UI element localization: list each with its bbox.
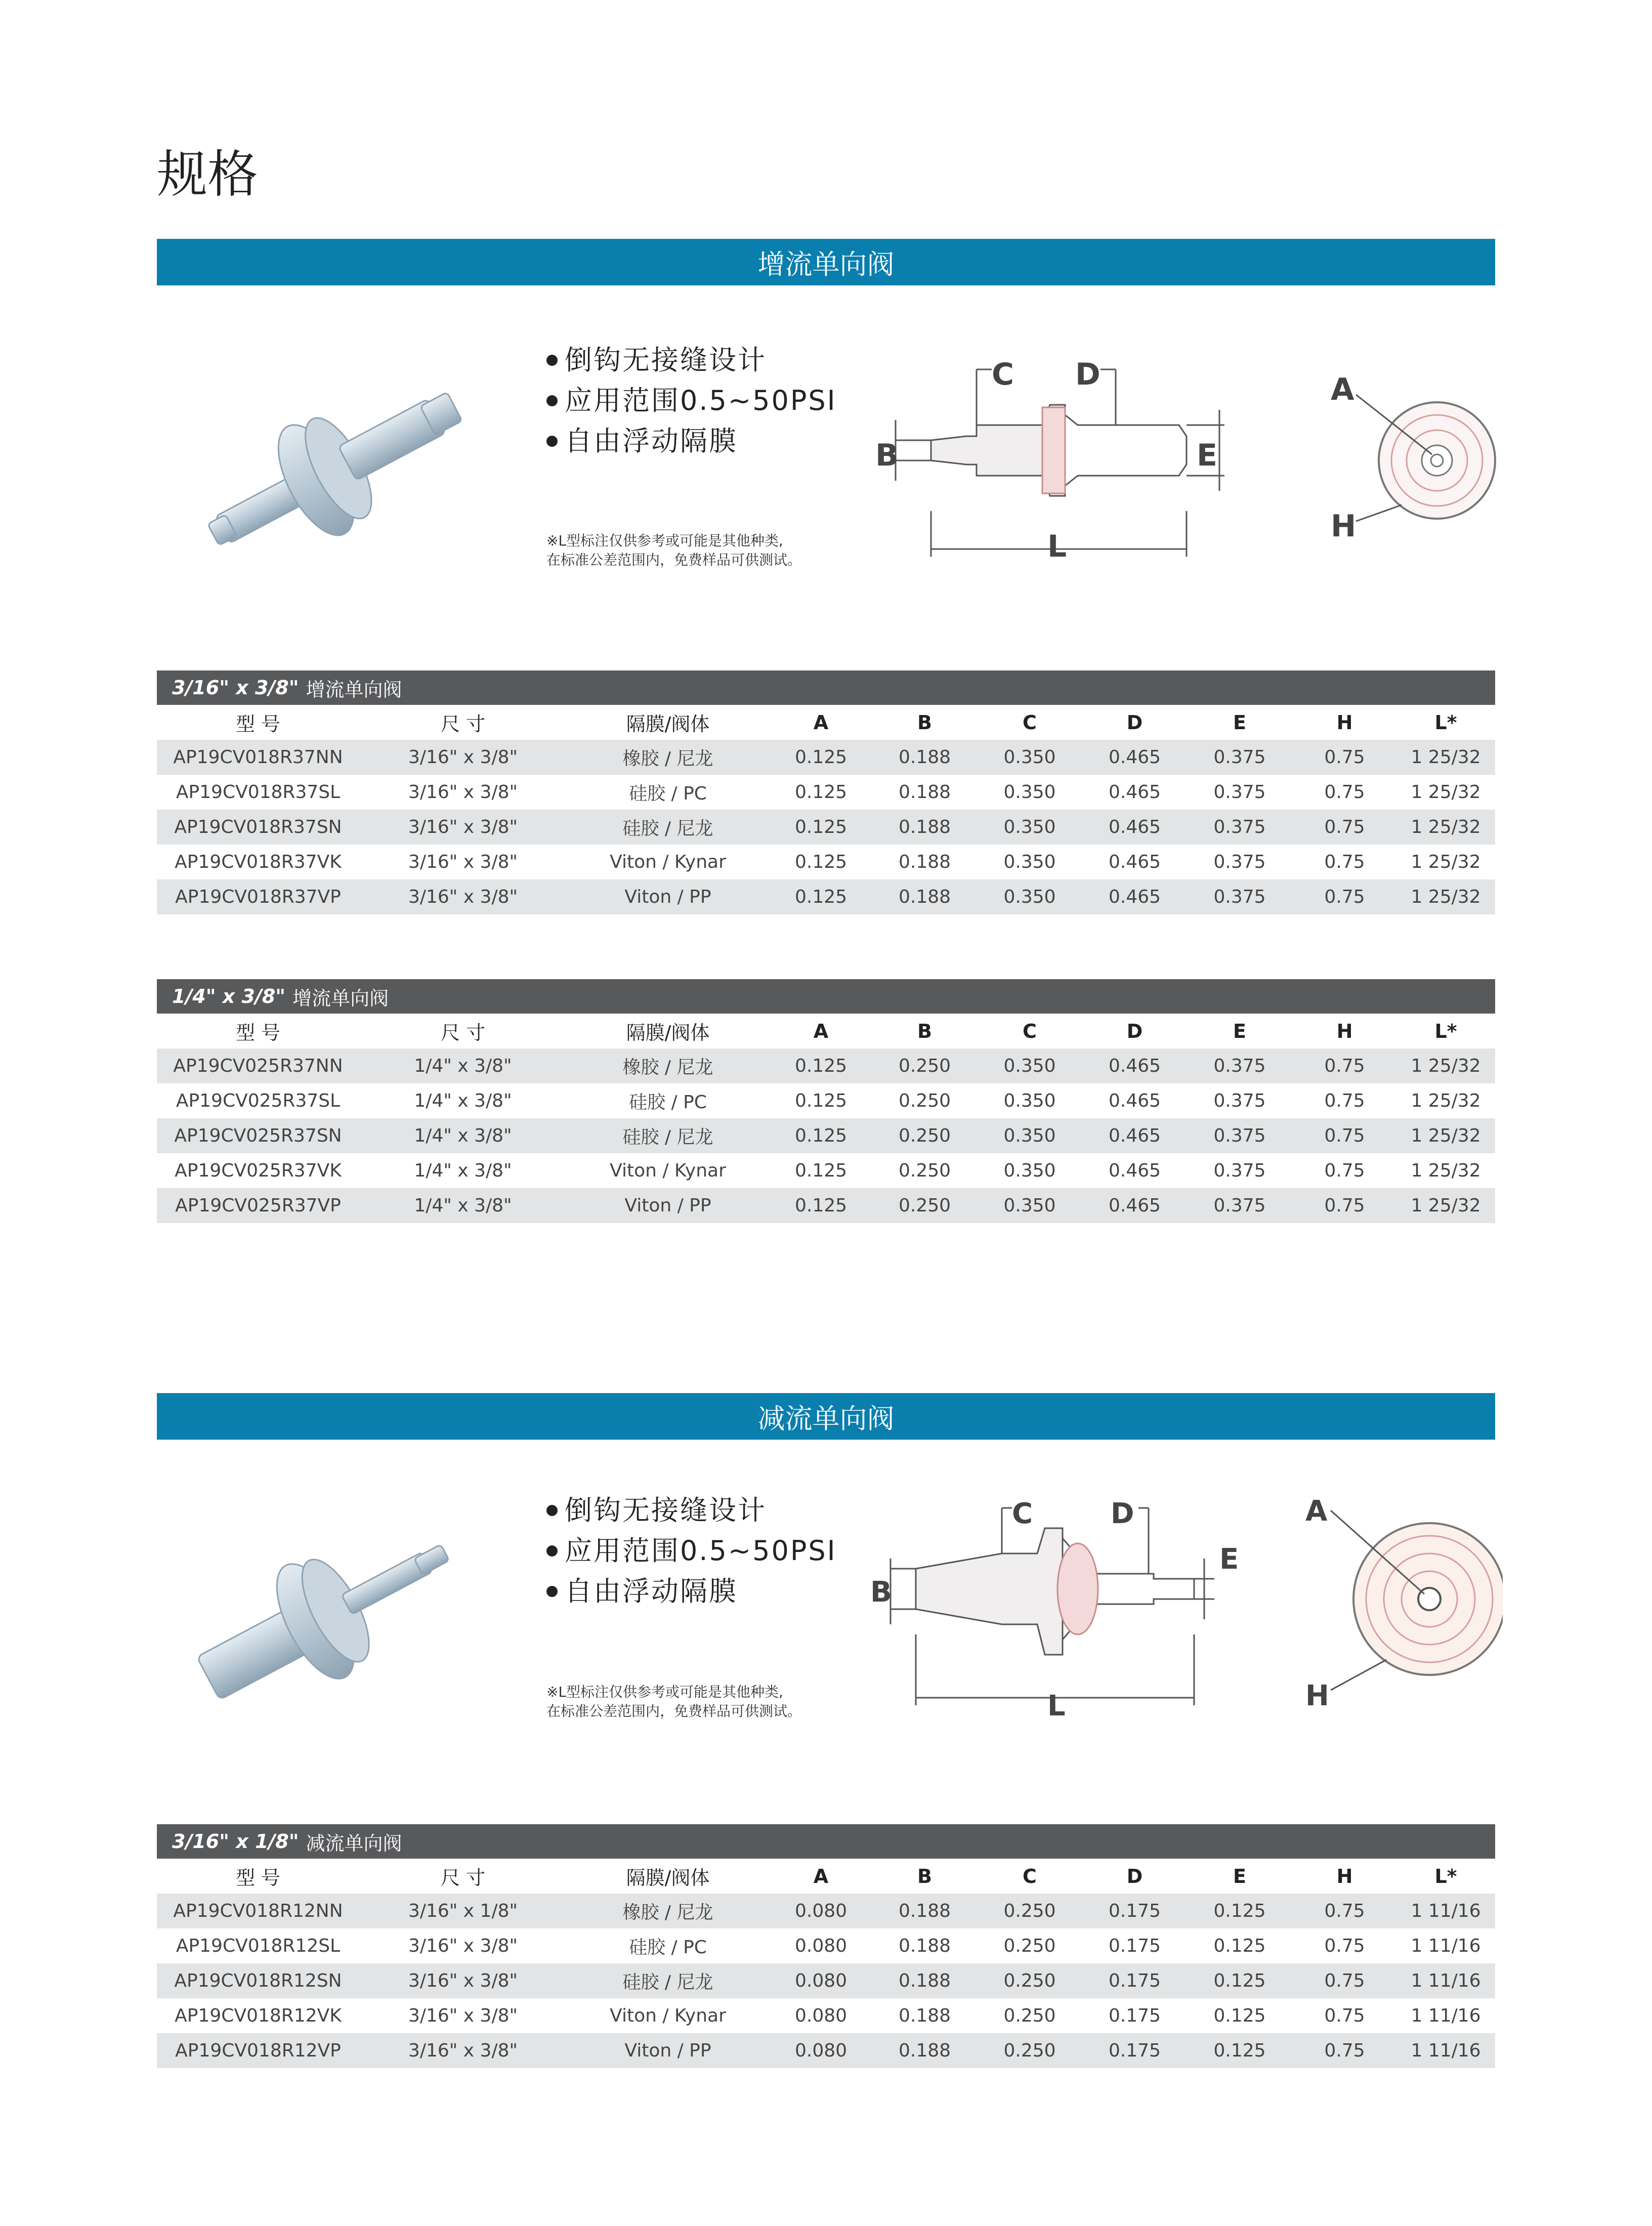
col-header: 尺 寸 [440, 713, 486, 735]
table-cell: 1 11/16 [1396, 1963, 1495, 1998]
col-header: 隔膜/阀体 [626, 1867, 710, 1889]
table-cell: 0.75 [1324, 782, 1365, 803]
bullet-icon [546, 1505, 558, 1516]
table-cell: 3/16" x 3/8" [359, 1963, 567, 1998]
table-cell: 1 25/32 [1396, 1118, 1495, 1153]
table-cell: 3/16" x 3/8" [408, 2005, 518, 2026]
table-cell: Viton / Kynar [610, 2005, 726, 2026]
bullet-icon [546, 1545, 558, 1557]
table-cell: 1 25/32 [1396, 810, 1495, 845]
dim-label-l: L [1047, 529, 1067, 564]
table-cell: 3/16" x 3/8" [359, 740, 567, 775]
table-caption [157, 979, 1495, 1014]
table-cell: 0.75 [1293, 1188, 1396, 1223]
bullet-icon [546, 436, 558, 447]
table-caption-title: 增流单向阀 [292, 987, 389, 1010]
check-valve-product-image [187, 385, 481, 557]
col-header: C [1023, 1020, 1037, 1042]
table-cell: Viton / Kynar [610, 852, 726, 872]
table-cell: 0.188 [898, 852, 951, 872]
table-row [157, 2033, 1495, 2068]
table-cell: 0.465 [1108, 1090, 1161, 1111]
table-cell: AP19CV025R37NN [157, 1048, 359, 1083]
table-cell: 0.350 [977, 740, 1083, 775]
table-cell: 0.75 [1293, 1894, 1396, 1928]
table-cell: 0.350 [977, 1048, 1083, 1083]
col-header: L* [1434, 711, 1457, 734]
col-header: D [1126, 1020, 1143, 1042]
table-cell: 0.350 [977, 1188, 1083, 1223]
dimension-drawing-end-view [1300, 1493, 1503, 1715]
feature-item [546, 1571, 837, 1612]
table-cell: AP19CV018R12SL [176, 1936, 341, 1956]
feature-item [546, 421, 837, 461]
col-header: 型 号 [235, 1022, 281, 1044]
table-cell: 0.188 [873, 2033, 977, 2068]
col-header: A [813, 1020, 829, 1042]
table-cell: 0.080 [769, 1894, 873, 1928]
table-caption [157, 1824, 1495, 1859]
table-cell: 0.175 [1083, 2033, 1187, 2068]
dim-label-b: B [870, 1576, 892, 1609]
table-cell: 硅胶 / 尼龙 [567, 810, 769, 845]
col-header: 型 号 [235, 1867, 281, 1889]
table-cell: 橡胶 / 尼龙 [567, 1048, 769, 1083]
table-cell: 0.250 [898, 1160, 951, 1181]
table-cell: 0.350 [1003, 1160, 1056, 1181]
table-cell: 1 11/16 [1411, 2005, 1481, 2026]
table-cell: 0.125 [769, 810, 873, 845]
table-cell: 1/4" x 3/8" [414, 1090, 512, 1111]
col-header: A [813, 711, 829, 734]
table-cell: 硅胶 / PC [629, 1937, 707, 1958]
table-cell: 0.75 [1293, 740, 1396, 775]
dim-label-c: C [1012, 1497, 1033, 1530]
table-cell: 3/16" x 3/8" [359, 810, 567, 845]
table-body [157, 1048, 1495, 1223]
table-cell: 0.175 [1083, 1894, 1187, 1928]
table-cell: 0.375 [1187, 1118, 1293, 1153]
table-cell: 1 25/32 [1411, 1090, 1481, 1111]
table-cell: 硅胶 / PC [629, 783, 707, 804]
col-header: L* [1434, 1020, 1457, 1042]
table-cell: 0.250 [898, 1090, 951, 1111]
dimension-drawing-end-view [1326, 369, 1498, 552]
table-cell: 0.125 [769, 740, 873, 775]
table-cell: 0.125 [1187, 1894, 1293, 1928]
table-cell: 1 25/32 [1396, 1188, 1495, 1223]
table-cell: 0.250 [977, 1894, 1083, 1928]
table-cell: 0.465 [1083, 810, 1187, 845]
table-header-row [157, 1859, 1495, 1894]
dim-label-e: E [1197, 438, 1217, 473]
table-cell: 0.125 [1187, 2033, 1293, 2068]
dim-label-d: D [1111, 1497, 1134, 1530]
col-header: E [1233, 711, 1246, 734]
feature-list [546, 340, 837, 461]
table-cell: 0.350 [1003, 1090, 1056, 1111]
col-header: H [1336, 711, 1353, 734]
table-cell: 0.75 [1293, 1963, 1396, 1998]
table-row [157, 740, 1495, 775]
table-cell: 0.250 [1003, 2005, 1056, 2026]
feature-text: 自由浮动隔膜 [565, 425, 738, 457]
table-cell: 硅胶 / 尼龙 [567, 1963, 769, 1998]
col-header: 尺 寸 [440, 1867, 486, 1889]
table-cell: 0.350 [977, 879, 1083, 914]
table-cell: 0.75 [1324, 2005, 1365, 2026]
dim-label-b: B [875, 438, 899, 473]
table-cell: AP19CV018R37SN [157, 810, 359, 845]
dim-label-a: A [1305, 1495, 1328, 1528]
table-cell: AP19CV018R12VP [157, 2033, 359, 2068]
table-header-row [157, 1014, 1495, 1048]
table-cell: 0.375 [1213, 1090, 1266, 1111]
feature-item [546, 1490, 837, 1531]
table-cell: 3/16" x 3/8" [408, 1936, 518, 1956]
table-cell: 0.350 [977, 1118, 1083, 1153]
footnote-line: 在标准公差范围内，免费样品可供测试。 [546, 1703, 802, 1719]
table-cell: 0.250 [1003, 1936, 1056, 1956]
col-header: B [917, 1020, 932, 1042]
spec-table [157, 1859, 1495, 2068]
table-cell: 0.75 [1324, 1936, 1365, 1956]
table-cell: Viton / PP [567, 879, 769, 914]
table-cell: 0.125 [769, 879, 873, 914]
table-caption-title: 增流单向阀 [306, 678, 402, 701]
bullet-icon [546, 1586, 558, 1597]
table-cell: AP19CV018R12VK [175, 2005, 342, 2026]
feature-item [546, 340, 837, 381]
table-cell: 0.080 [794, 2005, 848, 2026]
col-header: H [1336, 1865, 1353, 1887]
table-cell: 1 25/32 [1411, 852, 1481, 872]
feature-text: 应用范围0.5~50PSI [565, 1535, 837, 1567]
dim-label-h: H [1305, 1679, 1329, 1712]
table-cell: AP19CV018R37VK [175, 852, 342, 872]
dim-label-c: C [992, 357, 1014, 392]
table-cell: 0.188 [898, 2005, 951, 2026]
table-row [157, 1153, 1495, 1188]
table-row [157, 1963, 1495, 1998]
feature-text: 倒钩无接缝设计 [565, 344, 767, 376]
table-cell: 0.175 [1108, 2005, 1161, 2026]
table-body [157, 740, 1495, 914]
feature-text: 倒钩无接缝设计 [565, 1494, 767, 1526]
table-cell: 1 25/32 [1396, 879, 1495, 914]
table-cell: 0.350 [977, 810, 1083, 845]
table-cell: 橡胶 / 尼龙 [567, 1894, 769, 1928]
table-caption-size: 3/16" x 1/8" [172, 1830, 299, 1853]
table-cell: 0.188 [898, 782, 951, 803]
table-cell: AP19CV018R37SL [176, 782, 341, 803]
dim-label-h: H [1331, 509, 1357, 544]
dim-label-l: L [1047, 1690, 1066, 1723]
footnote-line: ※L型标注仅供参考或可能是其他种类, [546, 1684, 783, 1700]
table-cell: 0.375 [1187, 879, 1293, 914]
table-cell: Viton / Kynar [610, 1160, 726, 1181]
table-cell: 0.350 [1003, 782, 1056, 803]
table-cell: 0.080 [794, 1936, 848, 1956]
table-cell: 0.250 [977, 1963, 1083, 1998]
table-cell: 0.125 [769, 1118, 873, 1153]
table-cell: 0.465 [1108, 1160, 1161, 1181]
table-row [157, 810, 1495, 845]
section-banner-increase-flow [157, 239, 1495, 285]
table-cell: 0.375 [1187, 1048, 1293, 1083]
feature-item [546, 381, 837, 421]
col-header: C [1023, 1865, 1037, 1887]
table-cell: 0.465 [1083, 1118, 1187, 1153]
table-cell: 0.465 [1108, 852, 1161, 872]
table-cell: 0.375 [1187, 810, 1293, 845]
table-cell: 1 25/32 [1396, 740, 1495, 775]
table-cell: 1 11/16 [1396, 2033, 1495, 2068]
table-cell: AP19CV018R12SN [157, 1963, 359, 1998]
table-cell: 0.125 [794, 1160, 848, 1181]
table-cell: 0.75 [1293, 810, 1396, 845]
col-header: C [1023, 711, 1037, 734]
table-cell: 0.375 [1213, 782, 1266, 803]
table-cell: 0.125 [794, 852, 848, 872]
table-cell: 0.375 [1213, 852, 1266, 872]
table-cell: 0.375 [1187, 740, 1293, 775]
table-cell: 0.250 [873, 1118, 977, 1153]
table-cell: AP19CV025R37VK [175, 1160, 342, 1181]
table-cell: 3/16" x 1/8" [359, 1894, 567, 1928]
table-cell: 3/16" x 3/8" [359, 2033, 567, 2068]
col-header: A [813, 1865, 829, 1887]
dim-label-e: E [1219, 1543, 1239, 1576]
table-row [157, 1998, 1495, 2033]
table-cell: 1/4" x 3/8" [359, 1188, 567, 1223]
table-cell: 0.188 [898, 1936, 951, 1956]
col-header: 隔膜/阀体 [626, 1022, 710, 1044]
col-header: 尺 寸 [440, 1022, 486, 1044]
table-cell: 0.375 [1187, 1188, 1293, 1223]
table-cell: 3/16" x 3/8" [408, 852, 518, 872]
spec-table [157, 1014, 1495, 1223]
table-caption [157, 670, 1495, 705]
table-cell: 0.75 [1324, 1160, 1365, 1181]
table-row [157, 1894, 1495, 1928]
col-header: D [1126, 711, 1143, 734]
section-banner-reduce-flow [157, 1393, 1495, 1440]
table-cell: 0.465 [1083, 879, 1187, 914]
table-cell: 0.350 [1003, 852, 1056, 872]
footnote [546, 1683, 801, 1721]
table-row [157, 1188, 1495, 1223]
feature-list [546, 1490, 837, 1612]
table-cell: 0.188 [873, 740, 977, 775]
table-cell: 1/4" x 3/8" [359, 1048, 567, 1083]
table-cell: 0.125 [794, 782, 848, 803]
table-cell: 0.75 [1293, 2033, 1396, 2068]
table-cell: 0.188 [873, 1894, 977, 1928]
dimension-drawing-side-view [870, 1493, 1255, 1731]
col-header: B [917, 711, 932, 734]
dimension-drawing-side-view [875, 349, 1240, 572]
table-cell: 1 25/32 [1411, 1160, 1481, 1181]
table-cell: 1/4" x 3/8" [359, 1118, 567, 1153]
col-header: 隔膜/阀体 [626, 713, 710, 735]
table-cell: AP19CV018R37VP [157, 879, 359, 914]
col-header: H [1336, 1020, 1353, 1042]
col-header: 型 号 [235, 713, 281, 735]
table-cell: 0.125 [1213, 2005, 1266, 2026]
table-cell: 0.75 [1293, 879, 1396, 914]
table-cell: 0.125 [1187, 1963, 1293, 1998]
table-cell: 0.75 [1293, 1118, 1396, 1153]
table-cell: 1 25/32 [1411, 782, 1481, 803]
table-cell: 0.465 [1083, 1188, 1187, 1223]
table-cell: AP19CV018R12NN [157, 1894, 359, 1928]
table-cell: 0.465 [1083, 1048, 1187, 1083]
section-banner-label: 减流单向阀 [757, 1402, 895, 1435]
check-valve-product-image [182, 1528, 476, 1700]
footnote-line: ※L型标注仅供参考或可能是其他种类, [546, 532, 783, 549]
table-cell: 0.250 [977, 2033, 1083, 2068]
table-cell: 0.188 [873, 879, 977, 914]
table-row [157, 879, 1495, 914]
table-cell: 1/4" x 3/8" [414, 1160, 512, 1181]
table-cell: 0.080 [769, 1963, 873, 1998]
col-header: D [1126, 1865, 1143, 1887]
table-row [157, 1118, 1495, 1153]
table-cell: 0.375 [1213, 1160, 1266, 1181]
col-header: L* [1434, 1865, 1457, 1887]
table-cell: 0.175 [1083, 1963, 1187, 1998]
table-caption-size: 1/4" x 3/8" [172, 985, 286, 1007]
table-caption-title: 减流单向阀 [306, 1832, 402, 1855]
table-cell: 0.125 [769, 1188, 873, 1223]
page-title: 规格 [157, 145, 258, 204]
table-cell: 3/16" x 3/8" [408, 782, 518, 803]
table-cell: 0.125 [769, 1048, 873, 1083]
table-body [157, 1894, 1495, 2068]
table-cell: 硅胶 / 尼龙 [567, 1118, 769, 1153]
table-caption-size: 3/16" x 3/8" [172, 677, 299, 699]
table-cell: 1 11/16 [1411, 1936, 1481, 1956]
dim-label-d: D [1075, 357, 1100, 392]
table-cell: 0.75 [1324, 852, 1365, 872]
table-cell: 0.465 [1108, 782, 1161, 803]
table-row [157, 1928, 1495, 1963]
table-cell: 橡胶 / 尼龙 [567, 740, 769, 775]
col-header: E [1233, 1020, 1246, 1042]
table-row [157, 775, 1495, 810]
col-header: B [917, 1865, 932, 1887]
table-cell: 0.125 [794, 1090, 848, 1111]
feature-item [546, 1531, 837, 1571]
footnote [546, 531, 801, 570]
col-header: E [1233, 1865, 1246, 1887]
footnote-line: 在标准公差范围内，免费样品可供测试。 [546, 552, 802, 568]
dim-label-a: A [1331, 372, 1354, 407]
table-header-row [157, 705, 1495, 740]
table-cell: 0.465 [1083, 740, 1187, 775]
table-row [157, 1048, 1495, 1083]
table-cell: 硅胶 / PC [629, 1092, 707, 1113]
table-cell: 0.188 [873, 1963, 977, 1998]
table-cell: 0.080 [769, 2033, 873, 2068]
spec-table [157, 705, 1495, 914]
table-cell: AP19CV025R37VP [157, 1188, 359, 1223]
table-cell: 0.125 [1213, 1936, 1266, 1956]
table-row [157, 1083, 1495, 1118]
feature-text: 应用范围0.5~50PSI [565, 385, 837, 416]
table-cell: 0.250 [873, 1188, 977, 1223]
table-cell: 0.188 [873, 810, 977, 845]
section-banner-label: 增流单向阀 [757, 248, 895, 280]
table-cell: 0.75 [1324, 1090, 1365, 1111]
table-cell: Viton / PP [567, 1188, 769, 1223]
table-cell: 0.250 [873, 1048, 977, 1083]
bullet-icon [546, 395, 558, 406]
table-cell: 1 25/32 [1396, 1048, 1495, 1083]
table-cell: AP19CV018R37NN [157, 740, 359, 775]
table-cell: 3/16" x 3/8" [359, 879, 567, 914]
table-cell: Viton / PP [567, 2033, 769, 2068]
table-cell: AP19CV025R37SN [157, 1118, 359, 1153]
table-row [157, 845, 1495, 879]
bullet-icon [546, 355, 558, 366]
table-cell: 0.75 [1293, 1048, 1396, 1083]
table-cell: AP19CV025R37SL [176, 1090, 341, 1111]
feature-text: 自由浮动隔膜 [565, 1575, 738, 1607]
table-cell: 0.175 [1108, 1936, 1161, 1956]
table-cell: 1 11/16 [1396, 1894, 1495, 1928]
